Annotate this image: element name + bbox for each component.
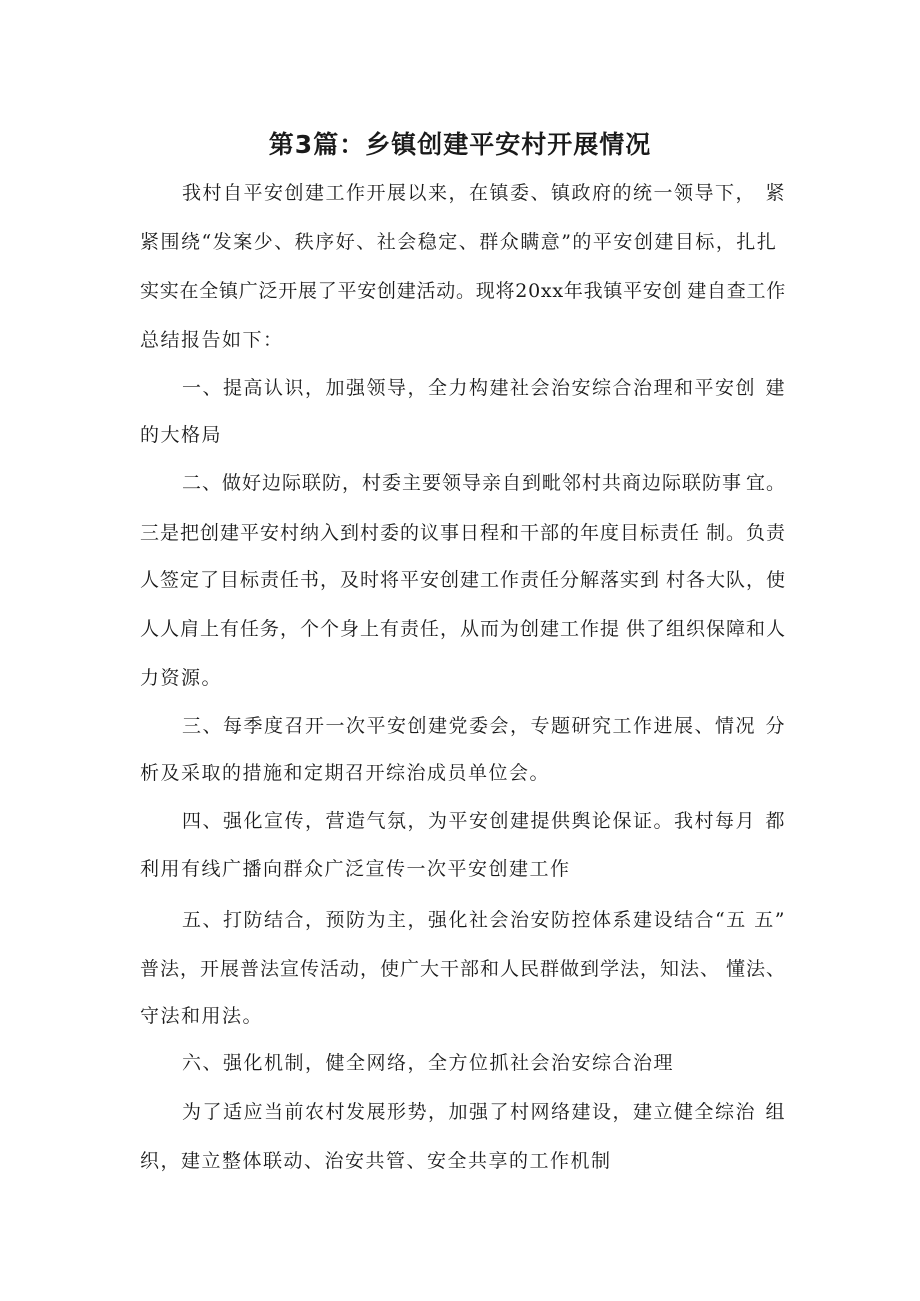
text-line [182,905,786,935]
text-segment: 我村自平安创建工作开展以来，在镇委、镇政府的统一领导下， [182,182,757,204]
text-segment: 普法，开展普法宣传活动，使广大干部和人民群做到学法，知法、 [140,958,721,980]
text-segment: 村各大队，使 [665,569,786,591]
text-line [182,178,786,208]
text-segment: 的大格局 [140,424,223,446]
text-segment: 六、强化机制，健全网络，全方位抓社会治安综合治理 [182,1052,675,1074]
text-segment: 五、打防结合，预防为主，强化社会治安防控体系建设结合“五 [182,909,747,931]
text-line [140,518,786,548]
text-segment: 供了组织保障和人 [625,618,786,640]
text-line [140,276,786,306]
text-segment: 总结报告如下： [140,329,284,351]
text-segment: 守法和用法。 [140,1005,264,1027]
text-segment: 一、提高认识，加强领导，全力构建社会治安综合治理和平安创 [182,377,757,399]
text-line [140,420,786,450]
text-segment: 建 [765,377,786,399]
text-segment: 建自查工作 [687,280,786,302]
text-line [182,1097,786,1127]
text-line [140,614,786,644]
text-segment: 二、做好边际联防，村委主要领导亲自到毗邻村共商边际联防事 [182,472,743,494]
text-line [140,227,786,257]
text-line [182,711,786,741]
text-segment: 析及采取的措施和定期召开综治成员单位会。 [140,762,551,784]
text-segment: 分 [765,715,786,737]
text-segment: 织，建立整体联动、治安共管、安全共享的工作机制 [140,1150,612,1172]
text-segment: 都 [765,810,786,832]
text-segment: 利用有线广播向群众广泛宣传一次平安创建工作 [140,858,571,880]
text-segment: 人人肩上有任务，个个身上有责任，从而为创建工作提 [140,618,621,640]
text-segment: 紧围绕“发案少、秩序好、社会稳定、群众瞒意”的平安创建目标，扎扎 [140,231,778,253]
text-segment: 三是把创建平安村纳入到村委的议事日程和干部的年度目标责任 [140,522,701,544]
text-line [140,1001,786,1031]
text-segment: 制。负责 [705,522,786,544]
text-segment: 三、每季度召开一次平安创建党委会，专题研究工作进展、情况 [182,715,757,737]
text-line [140,758,786,788]
text-segment: 组 [765,1101,786,1123]
text-line [140,954,786,984]
text-segment: 懂法、 [725,958,786,980]
text-segment: 为了适应当前农村发展形势，加强了村网络建设，建立健全综治 [182,1101,757,1123]
text-line [182,373,786,403]
text-line [182,468,786,498]
text-segment: 紧 [765,182,786,204]
text-segment: 四、强化宣传，营造气氛，为平安创建提供舆论保证。我村每月 [182,810,757,832]
text-line [140,663,786,693]
text-line [182,1048,786,1078]
document-title: 第3篇：乡镇创建平安村开展情况 [268,130,652,159]
text-line [140,854,786,884]
text-segment: 实实在全镇广泛开展了平安创建活动。现将20xx年我镇平安创 [140,280,683,302]
text-segment: 力资源。 [140,667,223,689]
text-line [140,1146,786,1176]
text-segment: 五” [754,909,786,931]
text-segment: 宜。 [745,472,786,494]
text-line [140,325,786,355]
text-line [140,565,786,595]
text-segment: 人签定了目标责任书，及时将平安创建工作责任分解落实到 [140,569,661,591]
text-line [182,806,786,836]
